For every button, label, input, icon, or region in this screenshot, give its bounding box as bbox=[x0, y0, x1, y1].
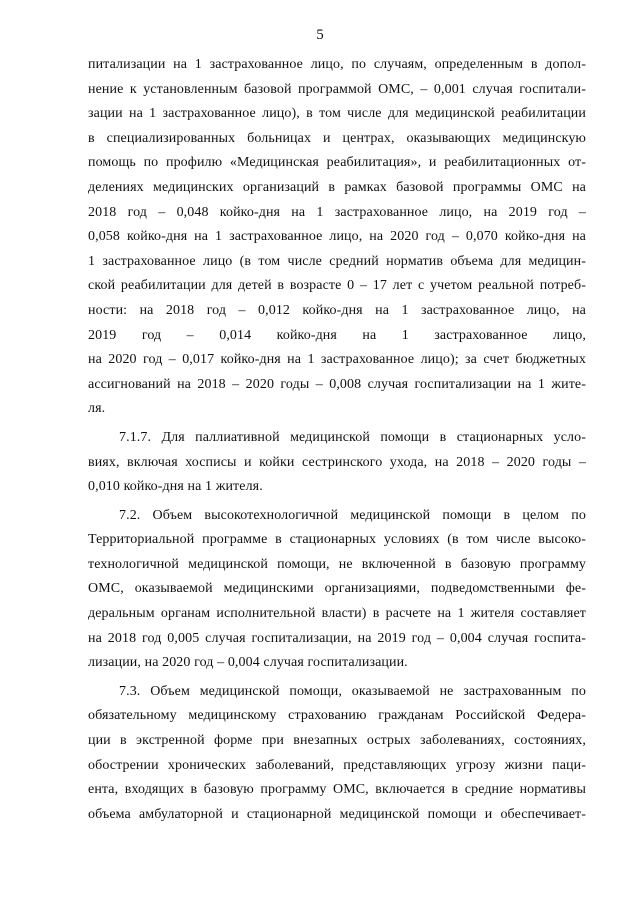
text-line: обострении хронических заболеваний, представляющих угрозу жизни паци- bbox=[88, 757, 586, 773]
text-line: зации на 1 застрахованное лицо), в том числе для медицинской реабилитации bbox=[88, 106, 586, 122]
text-line: в специализированных больницах и центрах, оказывающих медицинскую bbox=[88, 130, 586, 146]
text-line: лизации, на 2020 год – 0,004 случая госпитализации. bbox=[88, 655, 408, 671]
document-body bbox=[88, 53, 586, 827]
paragraph-7-1-7 bbox=[88, 426, 586, 500]
text-line: ОМС, оказываемой медицинскими организациями, подведомственными фе- bbox=[88, 581, 586, 597]
text-line: 2018 год – 0,048 койко-дня на 1 застрахованное лицо, на 2019 год – bbox=[88, 204, 586, 220]
text-line: деральным органам исполнительной власти) в расчете на 1 жителя составляет bbox=[88, 606, 586, 622]
text-line: 1 застрахованное лицо (в том числе средний норматив объема для медицин- bbox=[88, 253, 586, 269]
text-line: объема амбулаторной и стационарной медицинской помощи и обеспечивает- bbox=[88, 806, 586, 822]
text-line: на 2018 год 0,005 случая госпитализации, на 2019 год – 0,004 случая госпита- bbox=[88, 630, 586, 646]
text-line: 0,058 койко-дня на 1 застрахованное лицо, на 2020 год – 0,070 койко-дня на bbox=[88, 229, 586, 245]
text-line: виях, включая хосписы и койки сестринского ухода, на 2018 – 2020 годы – bbox=[88, 454, 586, 470]
text-line: ции в экстренной форме при внезапных острых заболеваниях, состояниях, bbox=[88, 733, 586, 749]
text-line: Территориальной программе в стационарных условиях (в том числе высоко- bbox=[88, 532, 586, 548]
text-line: 7.1.7. Для паллиативной медицинской помощи в стационарных усло- bbox=[119, 429, 586, 445]
text-line: технологичной медицинской помощи, не включенной в базовую программу bbox=[88, 556, 586, 572]
text-line: ассигнований на 2018 – 2020 годы – 0,008 случая госпитализации на 1 жите- bbox=[88, 376, 586, 392]
text-line: ности: на 2018 год – 0,012 койко-дня на 1 застрахованное лицо, на bbox=[88, 302, 586, 318]
text-line: ента, входящих в базовую программу ОМС, включается в средние нормативы bbox=[88, 782, 586, 798]
text-line: нение к установленным базовой программой ОМС, – 0,001 случая госпитали- bbox=[88, 81, 586, 97]
text-line: 7.3. Объем медицинской помощи, оказываемой не застрахованным по bbox=[119, 683, 586, 699]
text-line: 2019 год – 0,014 койко-дня на 1 застрахованное лицо, bbox=[88, 327, 586, 343]
text-line: делениях медицинских организаций в рамках базовой программы ОМС на bbox=[88, 179, 586, 195]
text-line: питализации на 1 застрахованное лицо, по случаям, определенным в допол- bbox=[88, 57, 586, 72]
text-line: ской реабилитации для детей в возрасте 0 – 17 лет с учетом реальной потреб- bbox=[88, 278, 586, 294]
paragraph-continuation bbox=[88, 53, 586, 422]
page-number: 5 bbox=[316, 27, 324, 43]
text-line: ля. bbox=[88, 401, 106, 417]
text-line: 0,010 койко-дня на 1 жителя. bbox=[88, 479, 263, 495]
paragraph-7-2 bbox=[88, 504, 586, 676]
text-line: обязательному медицинскому страхованию гражданам Российской Федера- bbox=[88, 708, 586, 724]
text-line: 7.2. Объем высокотехнологичной медицинской помощи в целом по bbox=[119, 507, 586, 523]
paragraph-7-3 bbox=[88, 680, 586, 828]
text-line: на 2020 год – 0,017 койко-дня на 1 застрахованное лицо); за счет бюджетных bbox=[88, 352, 586, 368]
text-line: помощь по профилю «Медицинская реабилитация», и реабилитационных от- bbox=[88, 155, 586, 171]
